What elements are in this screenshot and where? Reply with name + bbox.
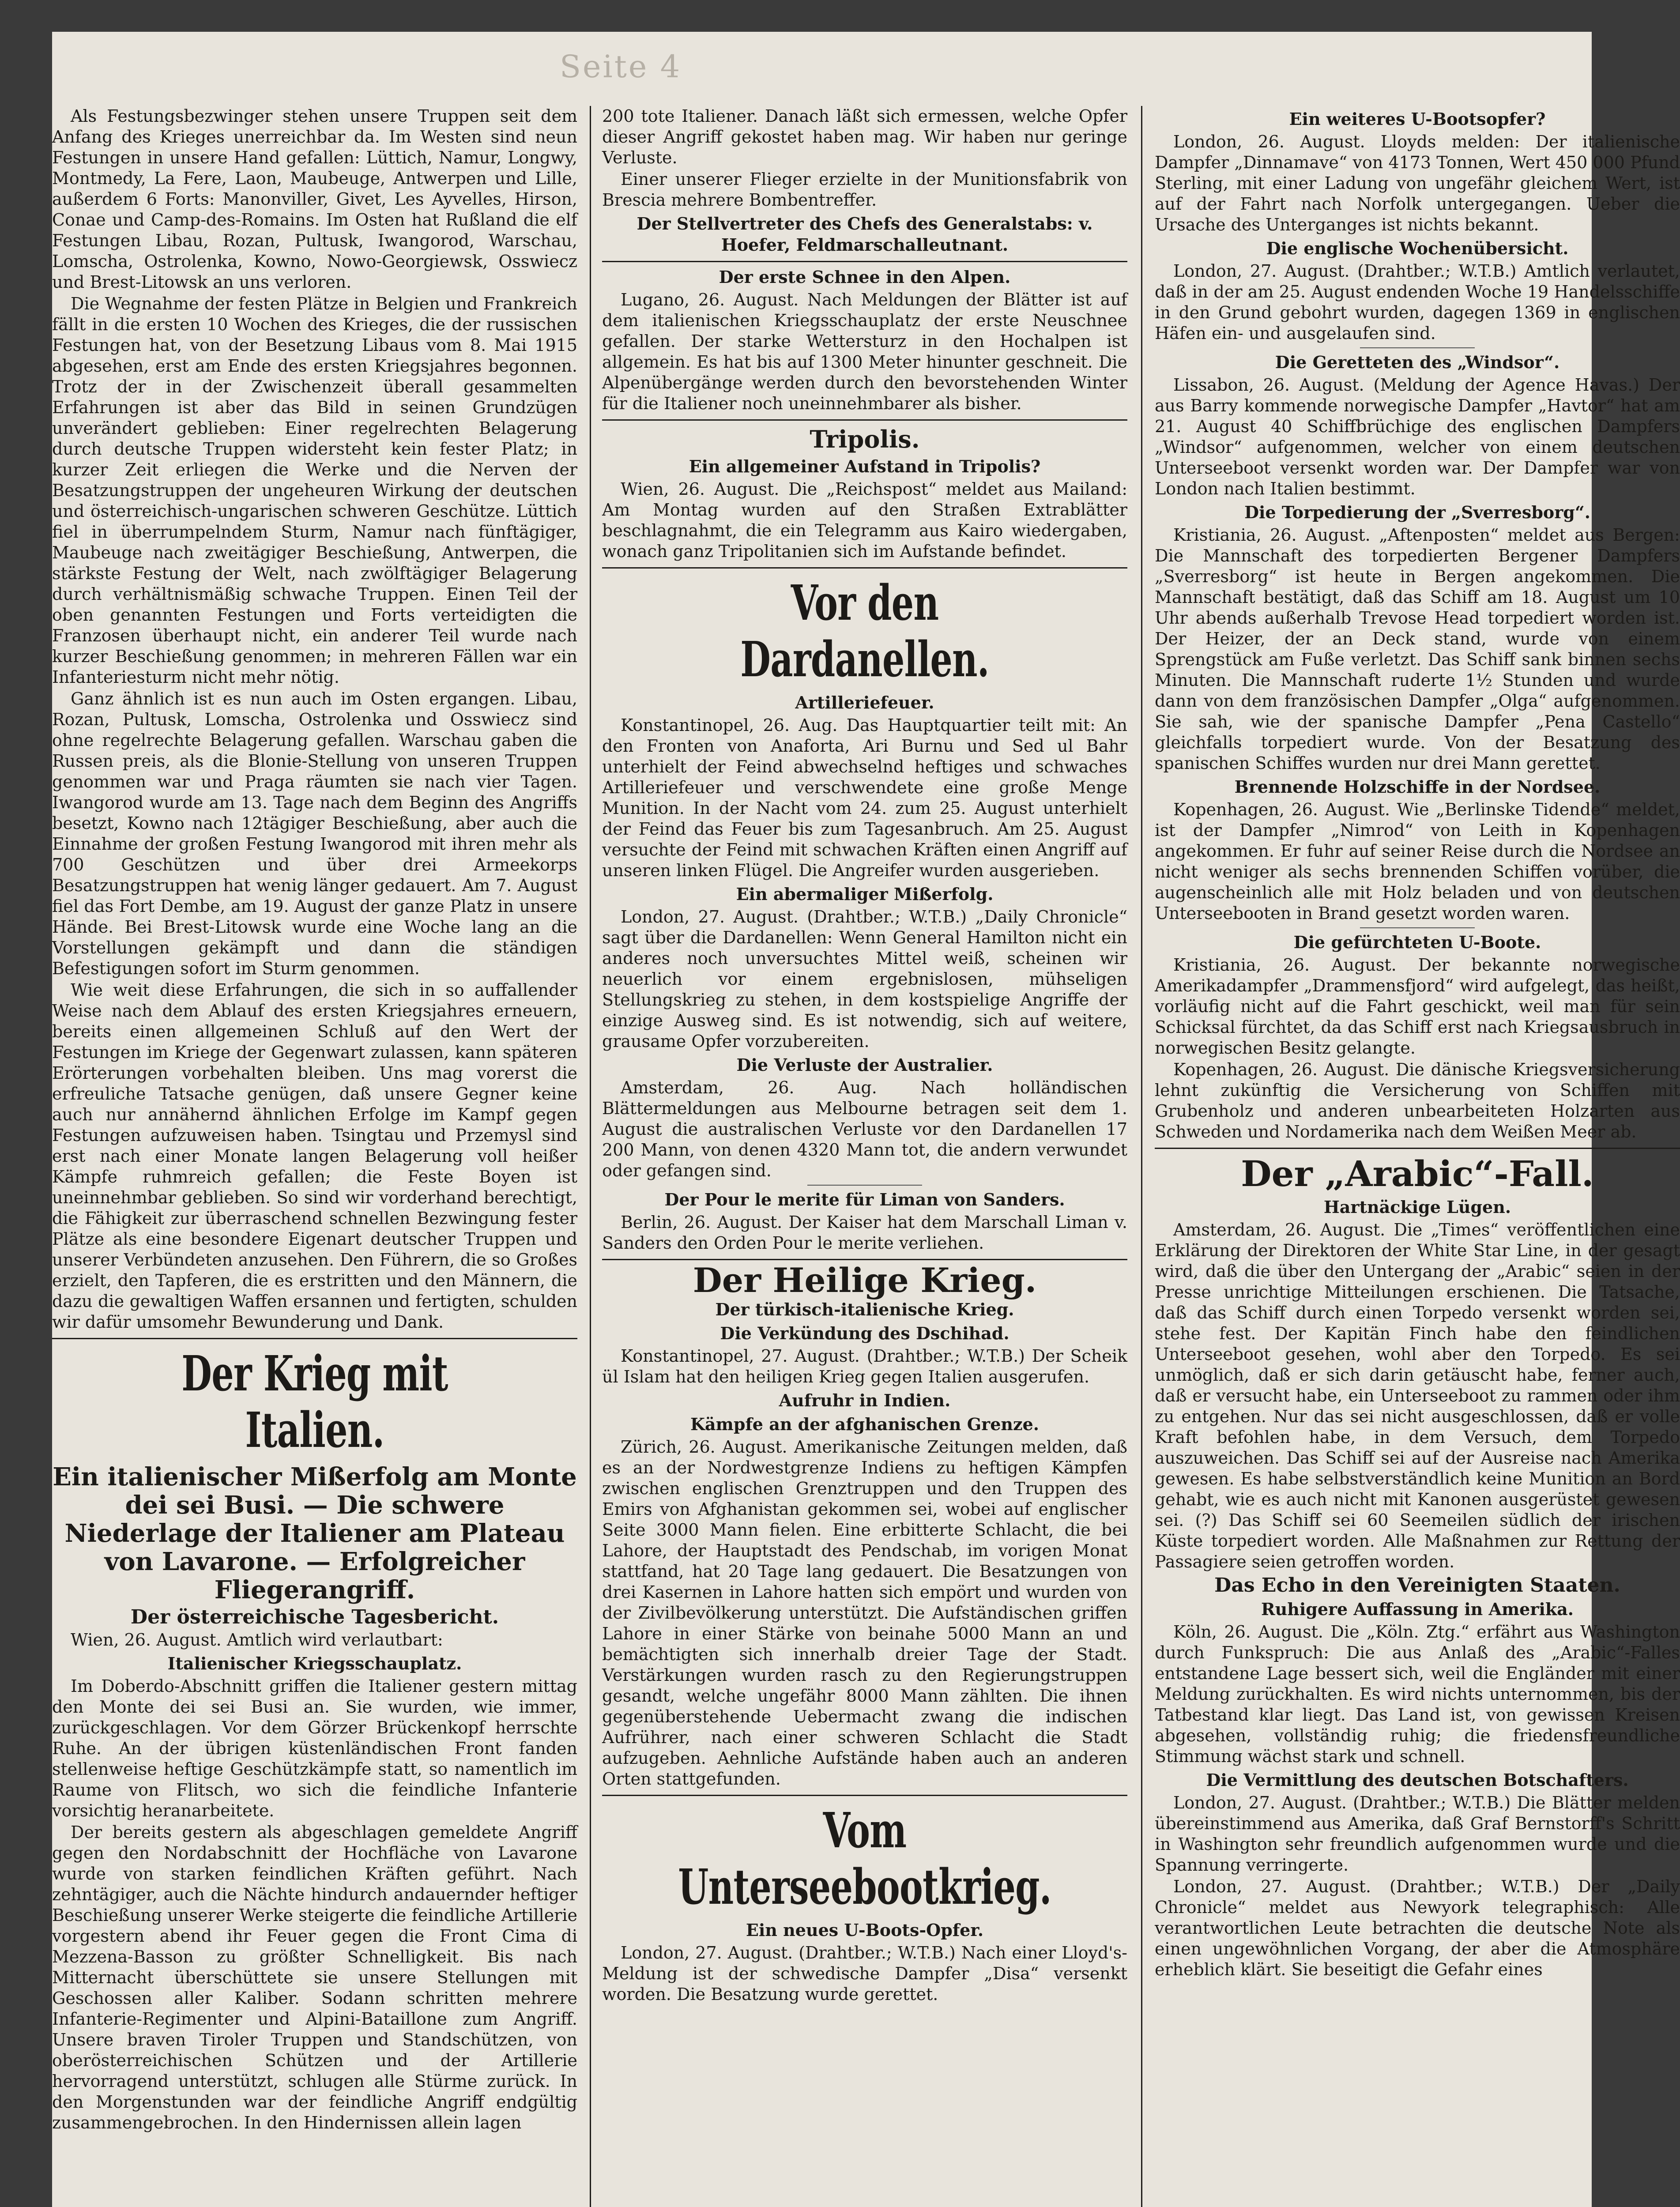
dateline: Wien, 26. August. Amtlich wird verlautbart: [71, 1630, 443, 1650]
india-heading: Aufruhr in Indien. [779, 1390, 951, 1410]
article-paragraph: Als Festungsbezwinger stehen unsere Truppen seit dem Anfang des Krieges unerreichbar da. Im Westen sind neun Festungen in unsere Hand gefallen: Lüttich, Namur, Longwy, Montmedy, La Fere, Laon, Maubeuge, Antwerpen und Lille, außerdem 6 Forts: Manonviller, Givet, Les Ayvelles, Hirson, Conae und Camp-des-Romains. Im Osten hat Rußland die elf Festungen Libau, Rozan, Pultusk, Iwangorod, Warschau, Lomscha, Ostrolenka, Kowno, Nowo-Georgiewsk, Osswiecz und Brest-Litowsk an uns verloren. [52, 106, 577, 292]
section-divider [52, 1338, 577, 1339]
column-1 [52, 106, 577, 2207]
headline-heiliger-krieg: Der Heilige Krieg. [693, 1261, 1037, 1300]
theater-heading: Italienischer Kriegsschauplatz. [167, 1653, 462, 1673]
short-divider [807, 1185, 922, 1186]
article-paragraph: Amsterdam, 26. Aug. Nach holländischen Blättermeldungen aus Melbourne betragen seit dem 1. August die australischen Verluste vor den Dardanellen 17 200 Mann, von denen 4320 Mann tot, die andern verwundet oder gefangen sind. [602, 1078, 1127, 1180]
article-paragraph: Kristiania, 26. August. „Aftenposten“ meldet aus Bergen: Die Mannschaft des torpedierten Bergener Dampfers „Sverresborg“ ist heute in Bergen angekommen. Die Mannschaft bestätigt, daß das Schiff am 18. August um 10 Uhr abends außerhalb Trevose Head torpediert worden ist. Der Heizer, der an Deck stand, wurde von einem Sprengstück am Fuße verletzt. Das Schiff sank binnen sechs Minuten. Die Mannschaft ruderte 1½ Stunden und wurde dann von dem französischen Dampfer „Olga“ aufgenommen. Sie sah, wie der spanische Dampfer „Pena Castello“ gleichfalls torpediert wurde. Von der Besatzung des spanischen Schiffes wurden nur drei Mann gerettet. [1155, 525, 1680, 773]
holzschiffe-heading: Brennende Holzschiffe in der Nordsee. [1234, 777, 1601, 797]
snow-heading: Der erste Schnee in den Alpen. [719, 267, 1011, 287]
u-boote-heading: Die gefürchteten U-Boote. [1293, 932, 1541, 952]
article-paragraph: Kopenhagen, 26. August. Wie „Berlinske Tidende“ meldet, ist der Dampfer „Nimrod“ von Leith in Kopenhagen angekommen. Er fuhr auf seiner Reise durch die Nordsee an nicht weniger als sechs brennenden Schiffen vorüber, die augenscheinlich alle mit Holz beladen und von deutschen Unterseebooten in Brand gesetzt worden waren. [1155, 800, 1680, 923]
article-paragraph: Lugano, 26. August. Nach Meldungen der Blätter ist auf dem italienischen Kriegsschauplatz der erste Neuschnee gefallen. Der starke Wettersturz in den Hochalpen ist allgemein. Es hat bis auf 1300 Meter hinunter geschneit. Die Alpenübergänge werden durch den bevorstehenden Winter für die Italiener noch uneinnehmbarer als bisher. [602, 290, 1127, 413]
section-divider [1155, 1148, 1680, 1149]
headline-italy: Der Krieg mit Italien. [181, 1345, 448, 1458]
article-paragraph: Lissabon, 26. August. (Meldung der Agence Havas.) Der aus Barry kommende norwegische Dampfer „Havtor“ hat am 21. August 40 Schiffbrüchige des englischen Dampfers „Windsor“ aufgenommen, welcher von einem deutschen Unterseeboot versenkt worden war. Der Dampfer war von London nach Italien bestimmt. [1155, 375, 1680, 498]
column-rule-1 [590, 106, 591, 2207]
page-number-mark: Seite 4 [560, 49, 682, 85]
article-paragraph: Amsterdam, 26. August. Die „Times“ veröffentlichen eine Erklärung der Direktoren der White Star Line, in der gesagt wird, daß die über den Untergang der „Arabic“ seien in der Presse unrichtige Mitteilungen erschienen. Die Tatsache, daß das Schiff durch einen Torpedo versenkt worden sei, stehe fest. Der Kapitän Finch habe den feindlichen Unterseeboot gesehen, wohl aber den Torpedo. Es sei unmöglich, daß er sich darin getäuscht habe, ferner auch, daß er versucht habe, ein Unterseeboot zu rammen oder ihm zu entgehen. Nur das sei nicht ausgeschlossen, daß er volle Kraft befohlen habe, in dem Versuch, dem Torpedo auszuweichen. Das Schiff sei auf der Ausreise nach Amerika gewesen. Es habe selbstverständlich keine Munition an Bord gehabt, wie es auch nicht mit Kanonen ausgerüstet gewesen sei. (?) Das Schiff sei 60 Seemeilen südlich der irischen Küste torpediert worden. Alle Maßnahmen zur Rettung der Passagiere seien getroffen worden. [1155, 1220, 1680, 1571]
column-2 [602, 106, 1127, 2207]
echo-subheading: Ruhigere Auffassung in Amerika. [1261, 1599, 1574, 1619]
article-paragraph: Konstantinopel, 26. Aug. Das Hauptquartier teilt mit: An den Fronten von Anaforta, Ari Burnu und Sed ul Bahr unterhielt der Feind abwechselnd heftiges und schwaches Artilleriefeuer und verschwendete eine große Menge Munition. In der Nacht vom 24. zum 25. August unterhielt der Feind das Feuer bis zum Tagesanbruch. Am 25. August versuchte der Feind mit schwachen Kräften einen Angriff auf unseren linken Flügel. Die Angreifer wurden ausgerieben. [602, 716, 1127, 880]
holy-war-subheading: Der türkisch-italienische Krieg. [715, 1299, 1014, 1319]
sverresborg-heading: Die Torpedierung der „Sverresborg“. [1244, 502, 1590, 522]
article-paragraph: Berlin, 26. August. Der Kaiser hat dem Marschall Liman v. Sanders den Orden Pour le merite verliehen. [602, 1213, 1127, 1253]
article-paragraph: London, 27. August. (Drahtber.; W.T.B.) Amtlich verlautet, daß in der am 25. August endenden Woche 19 Handelsschiffe in den Grund gebohrt wurden, dagegen 1369 in englischen Häfen ein- und ausgelaufen sind. [1155, 261, 1680, 343]
signoff: Der Stellvertreter des Chefs des Generalstabs: v. Hoefer, Feldmarschalleutnant. [637, 214, 1093, 255]
uboot-opfer-heading: Ein weiteres U-Bootsopfer? [1289, 109, 1546, 129]
section-divider [602, 419, 1127, 421]
article-paragraph: Wien, 26. August. Die „Reichspost“ meldet aus Mailand: Am Montag wurden auf den Straßen Extrablätter beschlagnahmt, die ein Telegramm aus Kairo wiedergaben, wonach ganz Tripolitanien sich im Aufstande befindet. [602, 479, 1127, 561]
article-paragraph: London, 26. August. Lloyds melden: Der italienische Dampfer „Dinnamave“ von 4173 Tonnen, Wert 450 000 Pfund Sterling, mit einer Ladung von ungefähr gleichem Wert, ist auf der Fahrt nach Norfolk untergegangen. Ueber die Ursache des Unterganges ist nichts bekannt. [1155, 132, 1680, 234]
article-paragraph: London, 27. August. (Drahtber.; W.T.B.) Der „Daily Chronicle“ meldet aus Newyork telegraphisch: Alle verantwortlichen Leute betrachten die deutsche Note als einen ungewöhnlichen Vorgang, der aber die Atmosphäre erheblich klärt. Sie beseitigt die Gefahr eines [1155, 1877, 1680, 1979]
tripolis-subheading: Ein allgemeiner Aufstand in Tripolis? [689, 456, 1041, 476]
column-rule-2 [1141, 106, 1142, 2207]
australier-heading: Die Verluste der Australier. [736, 1055, 993, 1075]
arabic-subheading: Hartnäckige Lügen. [1323, 1197, 1511, 1217]
article-paragraph: Einer unserer Flieger erzielte in der Munitionsfabrik von Brescia mehrere Bombentreffer. [602, 169, 1127, 210]
headline-arabic: Der „Arabic“-Fall. [1241, 1153, 1594, 1194]
article-paragraph: Kopenhagen, 26. August. Die dänische Kriegsversicherung lehnt zukünftig die Versicherung von Schiffen mit Grubenholz und anderen unbearbeiteten Holzarten aus Schweden und Nordamerika nach dem Weißen Meer ab. [1155, 1060, 1680, 1141]
article-paragraph: Kristiania, 26. August. Der bekannte norwegische Amerikadampfer „Drammensfjord“ wird aufgelegt, das heißt, vorläufig nicht auf die Fahrt geschickt, weil man für sein Schicksal fürchtet, da das Schiff erst nach Kriegsausbruch in norwegischen Besitz gelangte. [1155, 955, 1680, 1058]
headline-dardanellen: Vor den Dardanellen. [740, 574, 989, 688]
misserfolg-heading: Ein abermaliger Mißerfolg. [736, 884, 994, 904]
vermittlung-heading: Die Vermittlung des deutschen Botschafters. [1206, 1770, 1629, 1790]
article-paragraph: London, 27. August. (Drahtber.; W.T.B.) Die Blätter melden übereinstimmend aus Amerika, daß Graf Bernstorff's Schritt in Washington sehr freundlich aufgenommen wurde und die Spannung verringerte. [1155, 1793, 1680, 1875]
dardanellen-subheading: Artilleriefeuer. [795, 693, 934, 712]
short-divider [1360, 347, 1475, 348]
column-3 [1155, 106, 1680, 2207]
article-paragraph: Ganz ähnlich ist es nun auch im Osten ergangen. Libau, Rozan, Pultusk, Lomscha, Ostrolenka und Osswiecz sind ohne regelrechte Belagerung gefallen. Warschau gaben die Russen preis, als die Blonie-Stellung von unseren Truppen genommen war und Praga räumten sie nach vier Tagen. Iwangorod wurde am 13. Tage nach dem Beginn des Angriffs besetzt, Kowno nach 12tägiger Beschießung, aber auch die Einnahme der großen Festung Iwangorod mit ihren mehr als 700 Geschützen und über drei Armeekorps Besatzungstruppen hat wenig länger gedauert. Am 7. August fiel das Fort Dembe, am 19. August der ganze Platz in unsere Hände. Bei Brest-Litowsk wurde eine Woche lang an die Vorstellungen gekämpft und dann die ständigen Befestigungen sofort im Sturm genommen. [52, 689, 577, 978]
article-paragraph: London, 27. August. (Drahtber.; W.T.B.) „Daily Chronicle“ sagt über die Dardanellen: Wenn General Hamilton nicht ein anderes noch unversuchtes Mittel weiß, scheinen wir neuerlich vor einem ergebnislosen, mühseligen Stellungskrieg zu stehen, in dem kostspielige Angriffe der einzige Ausweg sind. Es ist notwendig, sich auf weitere, grausame Opfer vorzubereiten. [602, 907, 1127, 1051]
report-heading: Der österreichische Tagesbericht. [130, 1606, 499, 1628]
windsor-heading: Die Geretteten des „Windsor“. [1275, 352, 1560, 372]
section-divider [602, 261, 1127, 262]
article-paragraph: Die Wegnahme der festen Plätze in Belgien und Frankreich fällt in die ersten 10 Wochen des Krieges, die der russischen Festungen hat, von der Besetzung Libaus vom 8. Mai 1915 abgesehen, erst am Ende des ersten Kriegsjahres begonnen. Trotz der in der Zwischenzeit überall gesammelten Erfahrungen ist aber das Bild in seinen Grundzügen unverändert geblieben: Einer regelrechten Belagerung durch deutsche Truppen widersteht kein fester Platz; in kurzer Zeit erliegen die Werke und die Nerven der Besatzungstruppen der ungeheuren Wirkung der deutschen und österreichisch-ungarischen schweren Geschütze. Lüttich fiel in überrumpelndem Sturm, Namur nach fünftägiger, Maubeuge nach zweitägiger Beschießung, Antwerpen, die stärkste Festung der Welt, nach zwölftägiger Belagerung durch verhältnismäßig schwache Truppen. Einen Teil der oben genannten Festungen und Forts verteidigten die Franzosen überhaupt nicht, ein anderer Teil wurde nach kurzer Beschießung genommen; in mehreren Fällen war ein Infanteriesturm nicht mehr nötig. [52, 294, 577, 687]
article-paragraph: London, 27. August. (Drahtber.; W.T.B.) Nach einer Lloyd's-Meldung ist der schwedische Dampfer „Disa“ versenkt worden. Die Besatzung wurde gerettet. [602, 1943, 1127, 2004]
india-subheading: Kämpfe an der afghanischen Grenze. [690, 1414, 1039, 1434]
article-paragraph: 200 tote Italiener. Danach läßt sich ermessen, welche Opfer dieser Angriff gekostet haben mag. Wir haben nur geringe Verluste. [602, 106, 1127, 167]
tripolis-heading: Tripolis. [810, 425, 920, 453]
article-paragraph: Konstantinopel, 27. August. (Drahtber.; W.T.B.) Der Scheik ül Islam hat den heiligen Krieg gegen Italien ausgerufen. [602, 1346, 1127, 1386]
short-divider [1360, 927, 1475, 928]
uboot-subheading: Ein neues U-Boots-Opfer. [746, 1920, 984, 1940]
section-divider [602, 1795, 1127, 1796]
subheadline-italy: Ein italienischer Mißerfolg am Monte dei sei Busi. — Die schwere Niederlage der Italiener am Plateau von Lavarone. — Erfolgreicher Fliegerangriff. [53, 1462, 577, 1604]
article-paragraph: Wie weit diese Erfahrungen, die sich in so auffallender Weise nach dem Ablauf des ersten Kriegsjahres erneuern, bereits einen allgemeinen Schluß auf den Wert der Festungen im Kriege der Gegenwart zulassen, kann späteren Erörterungen vorbehalten bleiben. Uns mag vorerst die erfreuliche Tatsache genügen, daß unsere Gegner keine auch nur annähernd ähnlichen Erfolge im Kampf gegen Festungen aufzuweisen haben. Tsingtau und Przemysl sind erst nach einer Monate langen Belagerung voll heißer Kämpfe ruhmreich gefallen; die Feste Boyen ist uneinnehmbar geblieben. So sind wir vorderhand berechtigt, die Fähigkeit zur überraschend schnellen Bezwingung fester Plätze als eine besondere Eigenart deutscher Truppen und unserer Verbündeten anzusehen. Den Führern, die so Großes erzielt, den Tapferen, die es erstritten und den Männern, die dazu die gewaltigen Waffen ersannen und fertigten, schulden wir dafür umsomehr Bewunderung und Dank. [52, 980, 577, 1332]
echo-heading: Das Echo in den Vereinigten Staaten. [1214, 1574, 1620, 1597]
section-divider [602, 1259, 1127, 1260]
article-paragraph: Köln, 26. August. Die „Köln. Ztg.“ erfährt aus Washington durch Funkspruch: Die aus Anlaß des „Arabic“-Falles entstandene Lage bessert sich, weil die Engländer mit einer Meldung zurückhalten. Es wird nichts unternommen, bis der Tatbestand klar liegt. Das Land ist, von gewissen Kreisen abgesehen, vollständig ruhig; die friedensfreundliche Stimmung wächst stark und schnell. [1155, 1622, 1680, 1766]
page-header [52, 32, 1592, 106]
pour-le-merite-heading: Der Pour le merite für Liman von Sanders. [664, 1190, 1065, 1209]
section-divider [602, 567, 1127, 569]
newspaper-page [52, 32, 1680, 2207]
article-paragraph: Im Doberdo-Abschnitt griffen die Italiener gestern mittag den Monte dei sei Busi an. Sie wurden, wie immer, zurückgeschlagen. Vor dem Görzer Brückenkopf herrschte Ruhe. An der übrigen küstenländischen Front fanden stellenweise heftige Geschützkämpfe statt, so namentlich im Raume von Flitsch, wo sich die feindliche Infanterie vorsichtig heranarbeitete. [52, 1676, 577, 1820]
article-paragraph: Zürich, 26. August. Amerikanische Zeitungen melden, daß es an der Nordwestgrenze Indiens zu heftigen Kämpfen zwischen englischen Grenztruppen und den Truppen des Emirs von Afghanistan gekommen sei, wobei auf englischer Seite 3000 Mann fielen. Eine erbitterte Schlacht, die bei Lahore, der Hauptstadt des Pendschab, im vorigen Monat stattfand, hat 20 Tage lang gedauert. Die Besatzungen von drei Kasernen in Lahore hatten sich empört und wurden von der Zivilbevölkerung unterstützt. Die Aufständischen griffen Lahore in einer Stärke von beinahe 5000 Mann an und bemächtigten sich innerhalb dreier Tage der Stadt. Verstärkungen wurden rasch zu den Regierungstruppen gesandt, welche ungefähr 8000 Mann zählten. Die ihnen gegenüberstehende Uebermacht zwang die indischen Aufrührer, nach einer schweren Schlacht die Stadt aufzugeben. Aehnliche Aufstände haben auch an anderen Orten stattgefunden. [602, 1437, 1127, 1789]
dschihad-subheading: Die Verkündung des Dschihad. [720, 1323, 1010, 1343]
wochenuebersicht-heading: Die englische Wochenübersicht. [1266, 238, 1569, 258]
article-paragraph: Der bereits gestern als abgeschlagen gemeldete Angriff gegen den Nordabschnitt der Hochfläche von Lavarone wurde von starken feindlichen Kräften geführt. Nach zehntägiger, auch die Nächte hindurch andauernder heftiger Beschießung unserer Werke steigerte die feindliche Artillerie vorgestern abend ihr Feuer gegen die Front Cima di Mezzena-Basson zu größter Schnelligkeit. Bis nach Mitternacht überschüttete sie unsere Stellungen mit Geschossen aller Kaliber. Sodann schritten mehrere Infanterie-Regimenter und Alpini-Bataillone zum Angriff. Unsere braven Tiroler Truppen und Standschützen, von oberösterreichischen Schützen und der Artillerie hervorragend unterstützt, schlugen alle Stürme zurück. In den Morgenstunden war der feindliche Angriff endgültig zusammengebrochen. In den Hindernissen allein lagen [52, 1823, 577, 2132]
headline-unterseebootkrieg: Vom Unterseebootkrieg. [678, 1802, 1051, 1915]
